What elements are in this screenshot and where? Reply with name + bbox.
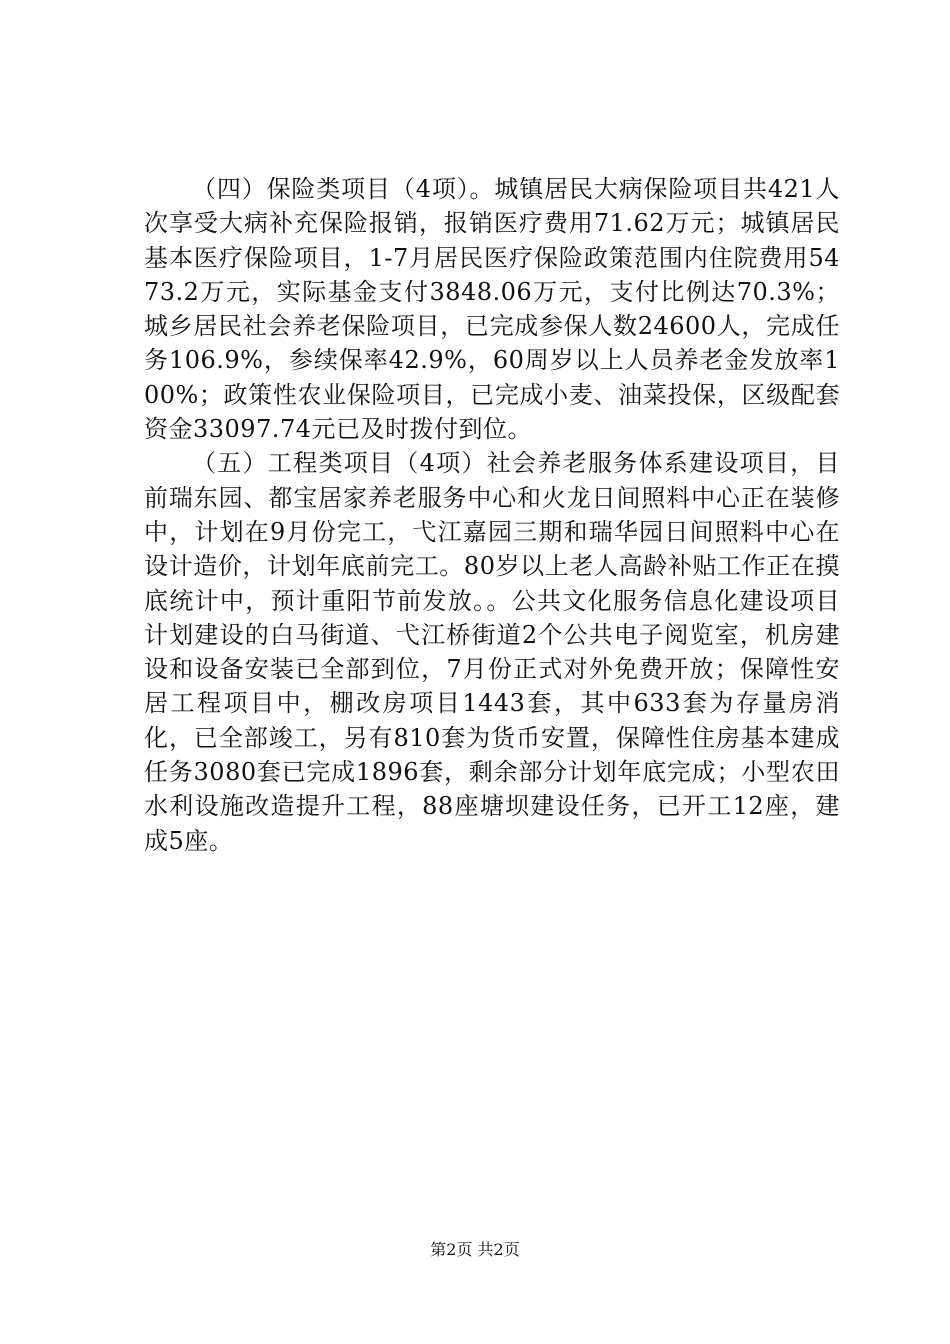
- paragraph-insurance-projects: （四）保险类项目（4项）。城镇居民大病保险项目共421人次享受大病补充保险报销，报销医疗费用71.62万元；城镇居民基本医疗保险项目，1-7月居民医疗保险政策范围内住院费用5473.2万元，实际基金支付3848.06万元，支付比例达70.3%；城乡居民社会养老保险项目，已完成参保人数24600人，完成任务106.9%，参续保率42.9%，60周岁以上人员养老金发放率100%；政策性农业保险项目，已完成小麦、油菜投保，区级配套资金33097.74元已及时拨付到位。: [144, 175, 840, 444]
- paragraph-engineering-projects: （五）工程类项目（4项）社会养老服务体系建设项目，目前瑞东园、都宝居家养老服务中心和火龙日间照料中心正在装修中，计划在9月份完工，弋江嘉园三期和瑞华园日间照料中心在设计造价，计划年底前完工。80岁以上老人高龄补贴工作正在摸底统计中，预计重阳节前发放。。公共文化服务信息化建设项目计划建设的白马街道、弋江桥街道2个公共电子阅览室，机房建设和设备安装已全部到位，7月份正式对外免费开放；保障性安居工程项目中，棚改房项目1443套，其中633套为存量房消化，已全部竣工，另有810套为货币安置，保障性住房基本建成任务3080套已完成1896套，剩余部分计划年底完成；小型农田水利设施改造提升工程，88座塘坝建设任务，已开工12座，建成5座。: [144, 449, 840, 855]
- document-body: [144, 172, 840, 858]
- page-footer: 第2页 共2页: [430, 1240, 520, 1259]
